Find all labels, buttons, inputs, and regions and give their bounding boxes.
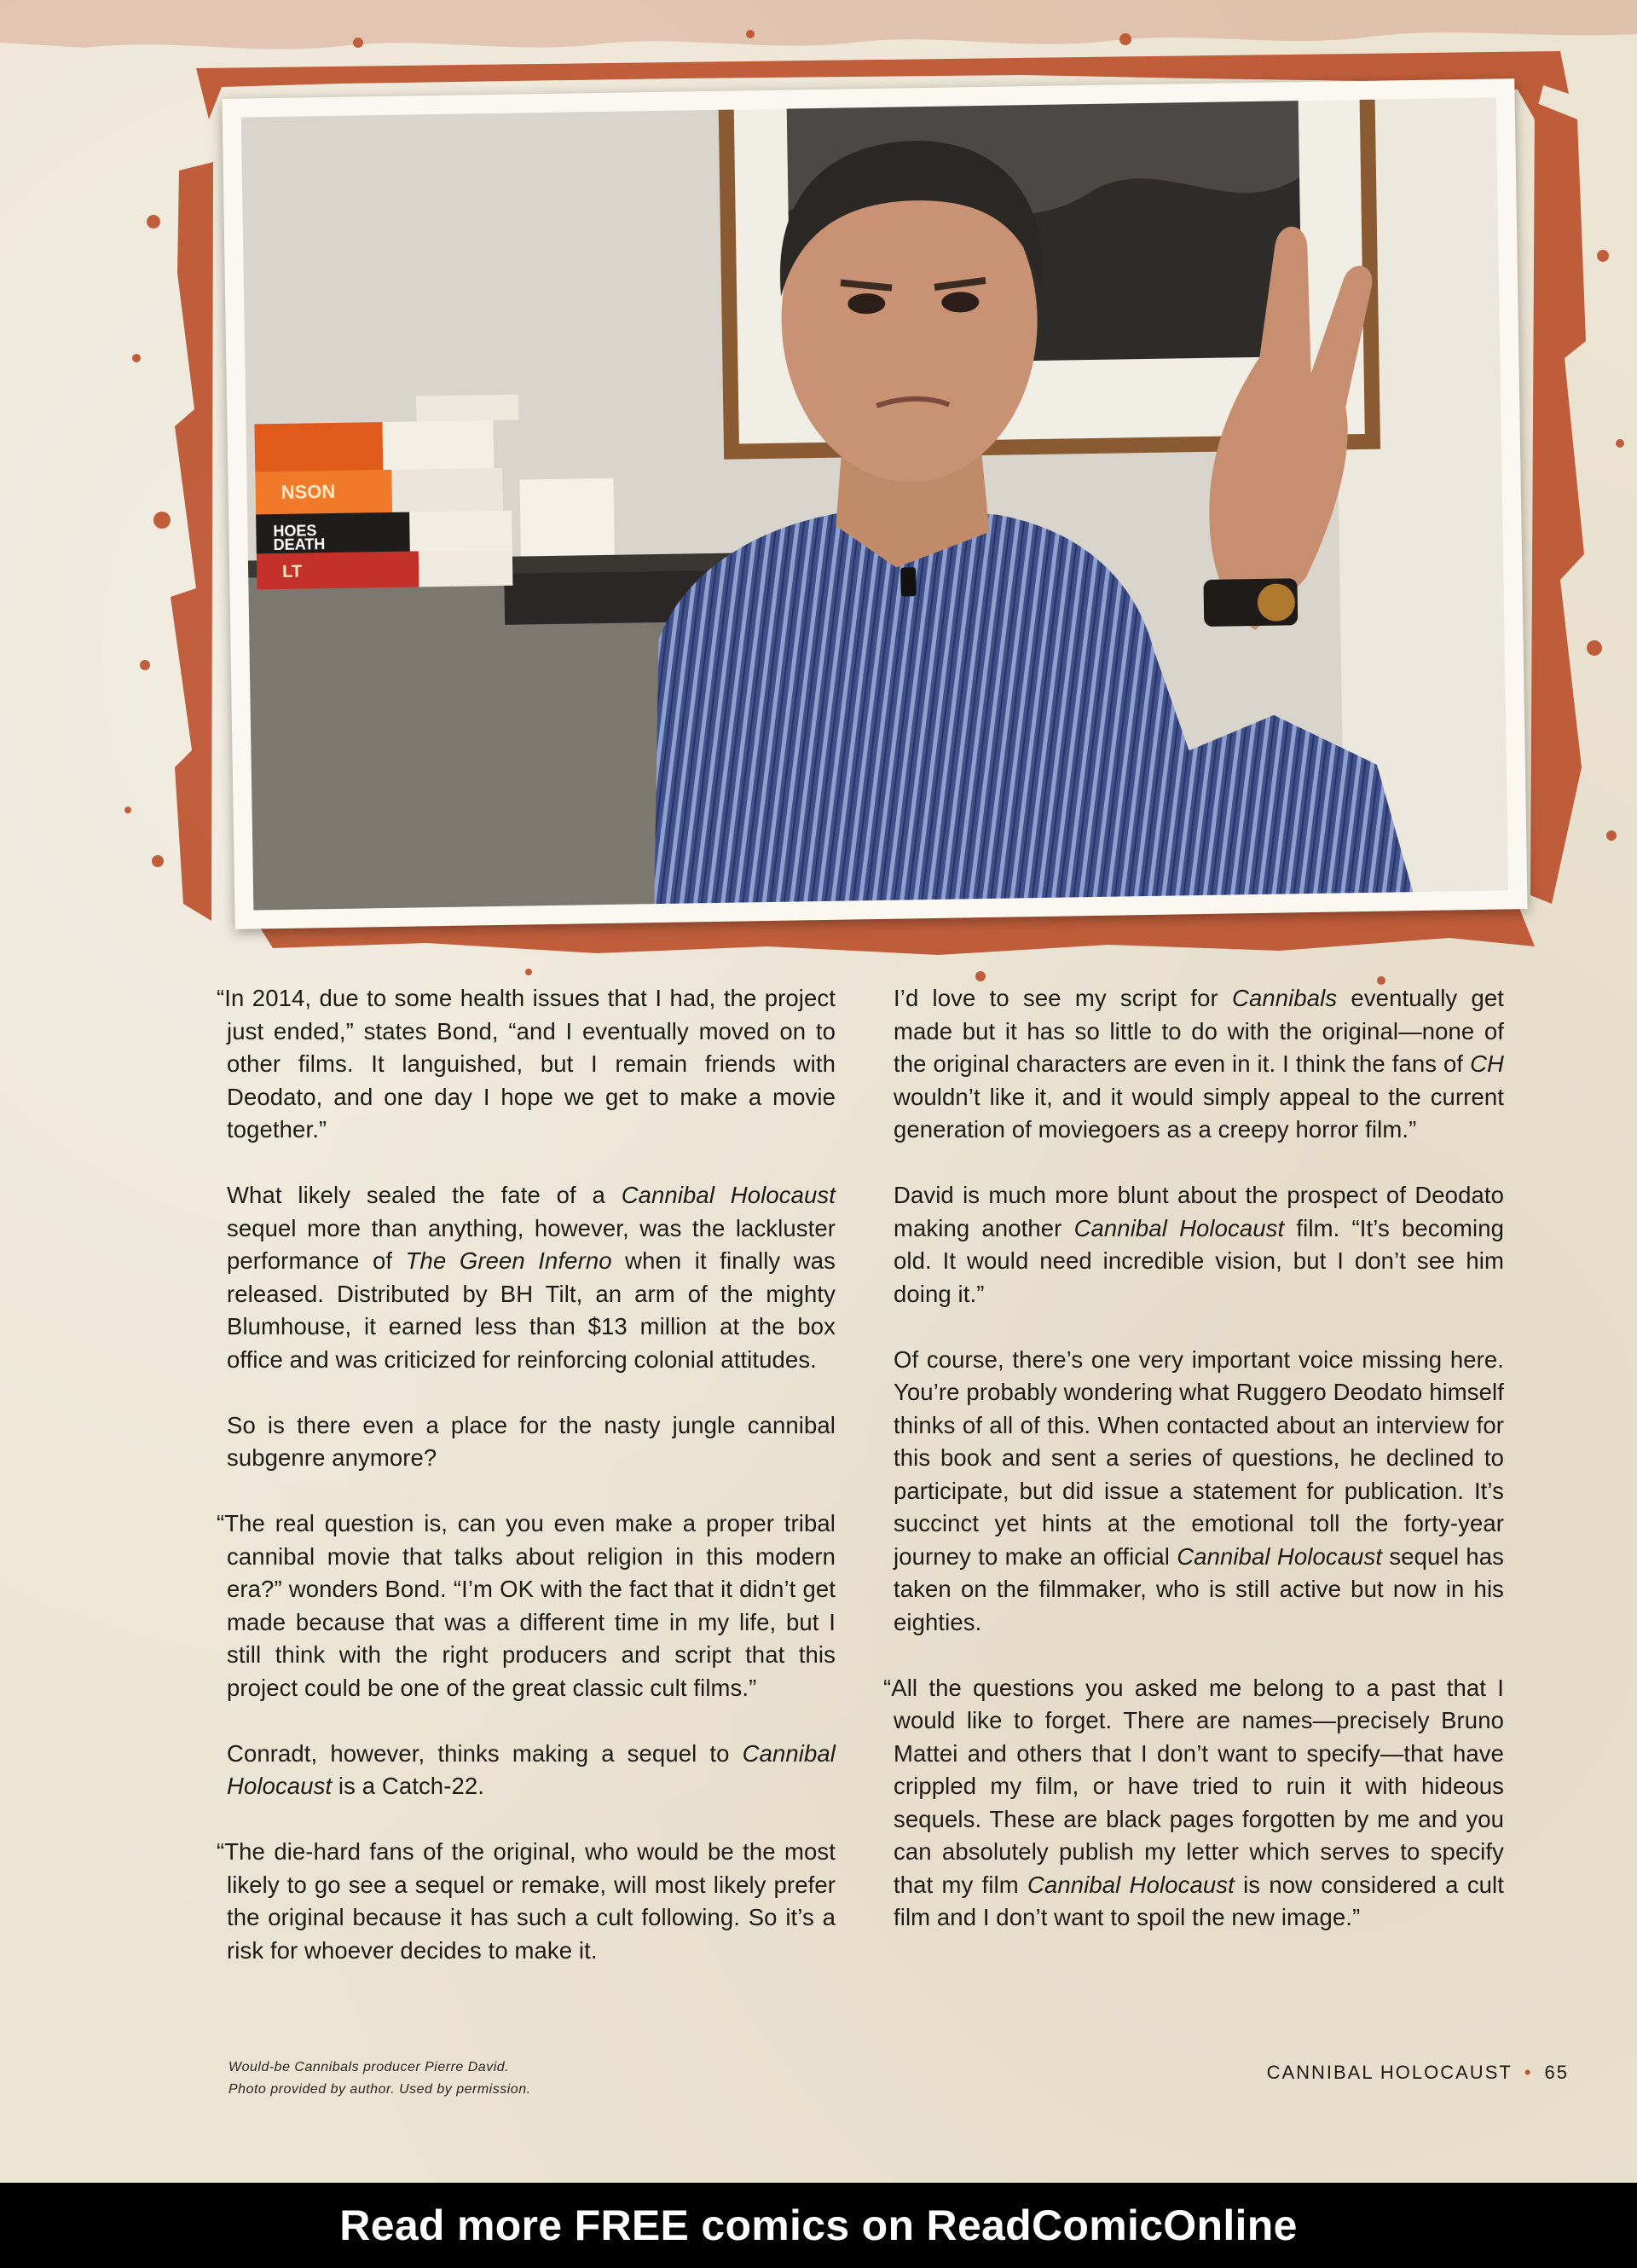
- paragraph: “The real question is, can you even make a proper tribal cannibal movie that talks about religion in this modern era?” wonders Bond. “I’m OK with the fact that it didn’t get made because that was a different time in my life, but I still think with the right producers and script that this project could be one of the great classic cult films.”: [217, 1510, 836, 1701]
- book-spine-3: DEATH: [273, 535, 326, 554]
- text-run: eventually get made but it has so little to do with the original—none of the original characters are even in it. I think the fans of: [894, 985, 1505, 1077]
- photo-caption: [228, 2057, 531, 2101]
- paragraph: “The die-hard fans of the original, who would be the most likely to go see a sequel or remake, will most likely prefer the original because it has such a cult following. So it’s a risk for whoever decides to make it.: [217, 1838, 836, 1964]
- italic-title: Cannibals: [1232, 985, 1338, 1011]
- book-spine-2: HOES: [273, 522, 317, 541]
- caption-line: Would-be Cannibals producer Pierre David.: [228, 2060, 510, 2074]
- paragraph: [227, 1738, 836, 1803]
- text-run: Conradt, however, thinks making a sequel to: [227, 1739, 743, 1767]
- italic-title: Cannibal Holocaust: [1073, 1214, 1285, 1241]
- left-column: [217, 982, 836, 2000]
- interview-photo: [241, 97, 1508, 910]
- bullet-separator: •: [1524, 2062, 1533, 2083]
- italic-title: Cannibal Holocaust: [1177, 1542, 1383, 1570]
- banner-text[interactable]: Read more FREE comics on ReadComicOnline: [339, 2201, 1298, 2249]
- paragraph: [894, 1344, 1504, 1640]
- book-spine-1: NSON: [281, 480, 336, 503]
- text-run: I’d love to see my script for: [894, 985, 1233, 1011]
- right-column: [883, 982, 1505, 1967]
- text-run: “All the questions you asked me belong to a past that I would like to forget. There are names—precisely Bruno Mattei and others that I don’t want to specify—that have crippled my film, or have tried to ruin it with hideous sequels. These are black pages forgotten by me and you can absolutely publish my letter which serves to specify that my film: [883, 1674, 1504, 1898]
- text-run: when it finally was released. Distributed by BH Tilt, an arm of the mighty Blumhouse, it earned less than $13 million at the box office and was criticized for reinforcing colonial attitudes.: [227, 1247, 836, 1373]
- caption-line: Photo provided by author. Used by permission.: [228, 2082, 531, 2097]
- paragraph: [883, 1672, 1505, 1935]
- italic-title: The Green Inferno: [405, 1247, 612, 1274]
- paragraph: [227, 1179, 836, 1376]
- paragraph: [894, 982, 1504, 1147]
- book-spine-4: LT: [281, 562, 303, 581]
- paragraph: [894, 1179, 1504, 1310]
- italic-title: Cannibal Holocaust: [621, 1182, 836, 1208]
- page-number: 65: [1544, 2062, 1569, 2083]
- text-run: film. “It’s becoming old. It would need incredible vision, but I don’t see him doing it.”: [894, 1214, 1505, 1307]
- paragraph: “In 2014, due to some health issues that I had, the project just ended,” states Bond, “and I eventually moved on to other films. It languished, but I remain friends with Deodato, and one day I hope we get to make a movie together.”: [217, 985, 836, 1143]
- text-run: is a Catch-22.: [332, 1773, 484, 1799]
- text-run: is now considered a cult film and I don’t want to spoil the new image.”: [894, 1871, 1505, 1930]
- text-run: David is much more blunt about the prospect of Deodato making another: [894, 1182, 1504, 1241]
- text-run: What likely sealed the fate of a: [227, 1182, 622, 1208]
- paragraph: So is there even a place for the nasty jungle cannibal subgenre anymore?: [227, 1411, 836, 1471]
- italic-title: Cannibal Holocaust: [1027, 1871, 1235, 1898]
- running-title: CANNIBAL HOLOCAUST: [1266, 2062, 1513, 2083]
- italic-title: Cannibal Holocaust: [227, 1739, 836, 1799]
- photo-frame: [222, 78, 1527, 929]
- text-run: Of course, there’s one very important voice missing here. You’re probably wondering what Ruggero Deodato himself thinks of all of this. When contacted about an interview for this book and sent a series of questions, he declined to participate, but did issue a statement for publication. It’s succinct yet hints at the emotional toll the forty-year journey to make an official: [894, 1345, 1504, 1570]
- photo-illustration: [241, 97, 1508, 910]
- text-run: sequel has taken on the filmmaker, who is still active but now in his eighties.: [894, 1542, 1504, 1635]
- italic-title: CH: [1470, 1050, 1504, 1077]
- text-run: sequel more than anything, however, was the lackluster performance of: [227, 1214, 836, 1274]
- promo-banner[interactable]: [0, 2183, 1637, 2268]
- text-run: wouldn’t like it, and it would simply appeal to the current generation of moviegoers as a creepy horror film.”: [894, 1083, 1504, 1143]
- page-footer: [1267, 2062, 1569, 2084]
